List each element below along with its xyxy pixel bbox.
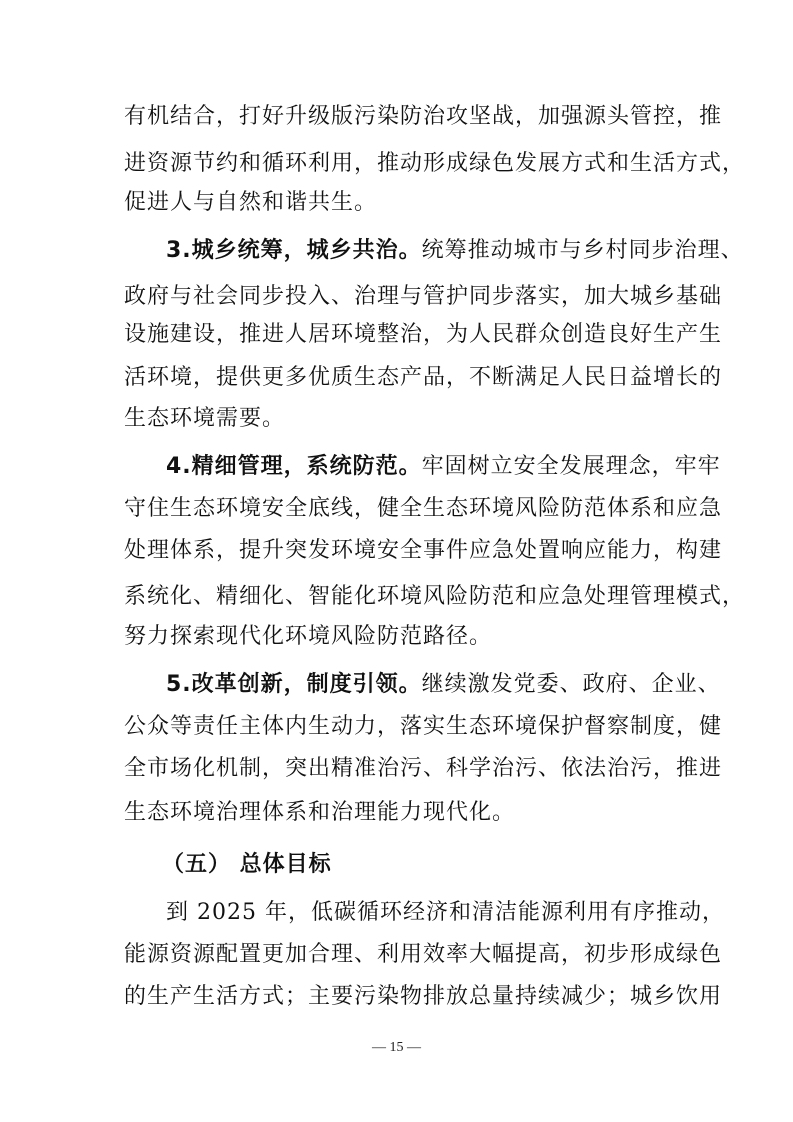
principle-5-lead: 5.改革创新，制度引领。: [166, 672, 422, 697]
text-line: 有机结合，打好升级版污染防治攻坚战，加强源头管控，推: [124, 104, 723, 129]
text-line: 处理体系，提升突发环境安全事件应急处置响应能力，构建: [124, 538, 723, 563]
text-line: 能源资源配置更加合理、利用效率大幅提高，初步形成绿色: [124, 942, 723, 967]
text-line: 公众等责任主体内生动力，落实生态环境保护督察制度，健: [124, 714, 723, 739]
principle-3-text: 统筹推动城市与乡村同步治理、: [421, 238, 744, 263]
text-line: 设施建设，推进人居环境整治，为人民群众创造良好生产生: [124, 322, 723, 347]
text-line: 生态环境治理体系和治理能力现代化。: [124, 800, 516, 825]
text-line: 努力探索现代化环境风险防范路径。: [124, 624, 493, 649]
text-line: 活环境，提供更多优质生态产品，不断满足人民日益增长的: [124, 365, 723, 390]
text-line: 的生产生活方式；主要污染物排放总量持续减少；城乡饮用: [124, 984, 723, 1009]
text-line: 守住生态环境安全底线，健全生态环境风险防范体系和应急: [124, 496, 723, 521]
principle-3-first-line: [166, 236, 744, 266]
principle-4-text: 牢固树立安全发展理念，牢牢: [421, 454, 721, 479]
text-line: 生态环境需要。: [124, 406, 286, 431]
principle-4-lead: 4.精细管理，系统防范。: [166, 454, 422, 479]
text-line: 到 2025 年，低碳循环经济和清洁能源利用有序推动，: [166, 900, 725, 925]
text-line: 全市场化机制，突出精准治污、科学治污、依法治污，推进: [124, 756, 723, 781]
section-heading: （五） 总体目标: [162, 852, 332, 877]
text-line: 促进人与自然和谐共生。: [124, 190, 378, 215]
text-line: 系统化、精细化、智能化环境风险防范和应急处理管理模式，: [124, 584, 746, 609]
principle-5-first-line: [166, 670, 726, 700]
page-number: — 15 —: [372, 1040, 421, 1055]
text-line: 进资源节约和循环利用，推动形成绿色发展方式和生活方式，: [124, 151, 746, 176]
principle-5-text: 继续激发党委、政府、企业、: [421, 672, 721, 697]
text-line: 政府与社会同步投入、治理与管护同步落实，加大城乡基础: [124, 284, 723, 309]
principle-3-lead: 3.城乡统筹，城乡共治。: [166, 238, 422, 263]
principle-4-first-line: [166, 452, 726, 482]
